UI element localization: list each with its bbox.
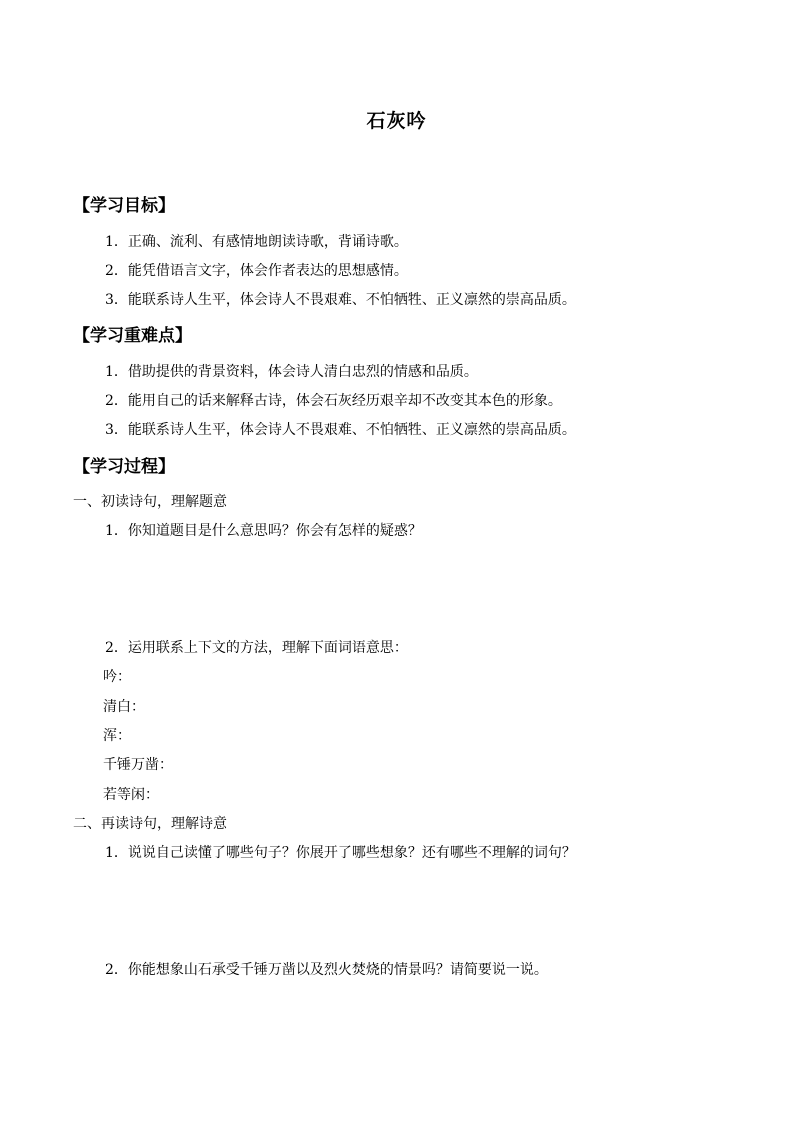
key-points-heading: 【学习重难点】 xyxy=(73,326,192,346)
part2-title: 二、再读诗句，理解诗意 xyxy=(73,816,227,832)
word-item: 吟： xyxy=(103,669,131,685)
part2-question-1: 1．说说自己读懂了哪些句子？你展开了哪些想象？还有哪些不理解的词句？ xyxy=(105,845,576,861)
part1-question-1: 1．你知道题目是什么意思吗？你会有怎样的疑惑？ xyxy=(105,523,422,539)
word-item: 千锤万凿： xyxy=(103,757,173,773)
word-item: 清白： xyxy=(103,699,145,715)
objectives-heading: 【学习目标】 xyxy=(73,196,175,216)
part1-question-2: 2．运用联系上下文的方法，理解下面词语意思： xyxy=(105,640,408,656)
word-item: 若等闲： xyxy=(103,787,159,803)
process-heading: 【学习过程】 xyxy=(73,457,175,477)
key-point-item-1: 1．借助提供的背景资料，体会诗人清白忠烈的情感和品质。 xyxy=(105,364,478,380)
objective-item-1: 1．正确、流利、有感情地朗读诗歌，背诵诗歌。 xyxy=(105,234,408,250)
part2-question-2: 2．你能想象山石承受千锤万凿以及烈火焚烧的情景吗？请简要说一说。 xyxy=(105,962,548,978)
word-item: 浑： xyxy=(103,728,131,744)
objective-item-2: 2．能凭借语言文字，体会作者表达的思想感情。 xyxy=(105,263,408,279)
part1-title: 一、初读诗句，理解题意 xyxy=(73,494,227,510)
page-title: 石灰吟 xyxy=(366,110,427,132)
key-point-item-2: 2．能用自己的话来解释古诗，体会石灰经历艰辛却不改变其本色的形象。 xyxy=(105,393,562,409)
key-point-item-3: 3．能联系诗人生平，体会诗人不畏艰难、不怕牺牲、正义凛然的崇高品质。 xyxy=(105,422,576,438)
objective-item-3: 3．能联系诗人生平，体会诗人不畏艰难、不怕牺牲、正义凛然的崇高品质。 xyxy=(105,292,576,308)
